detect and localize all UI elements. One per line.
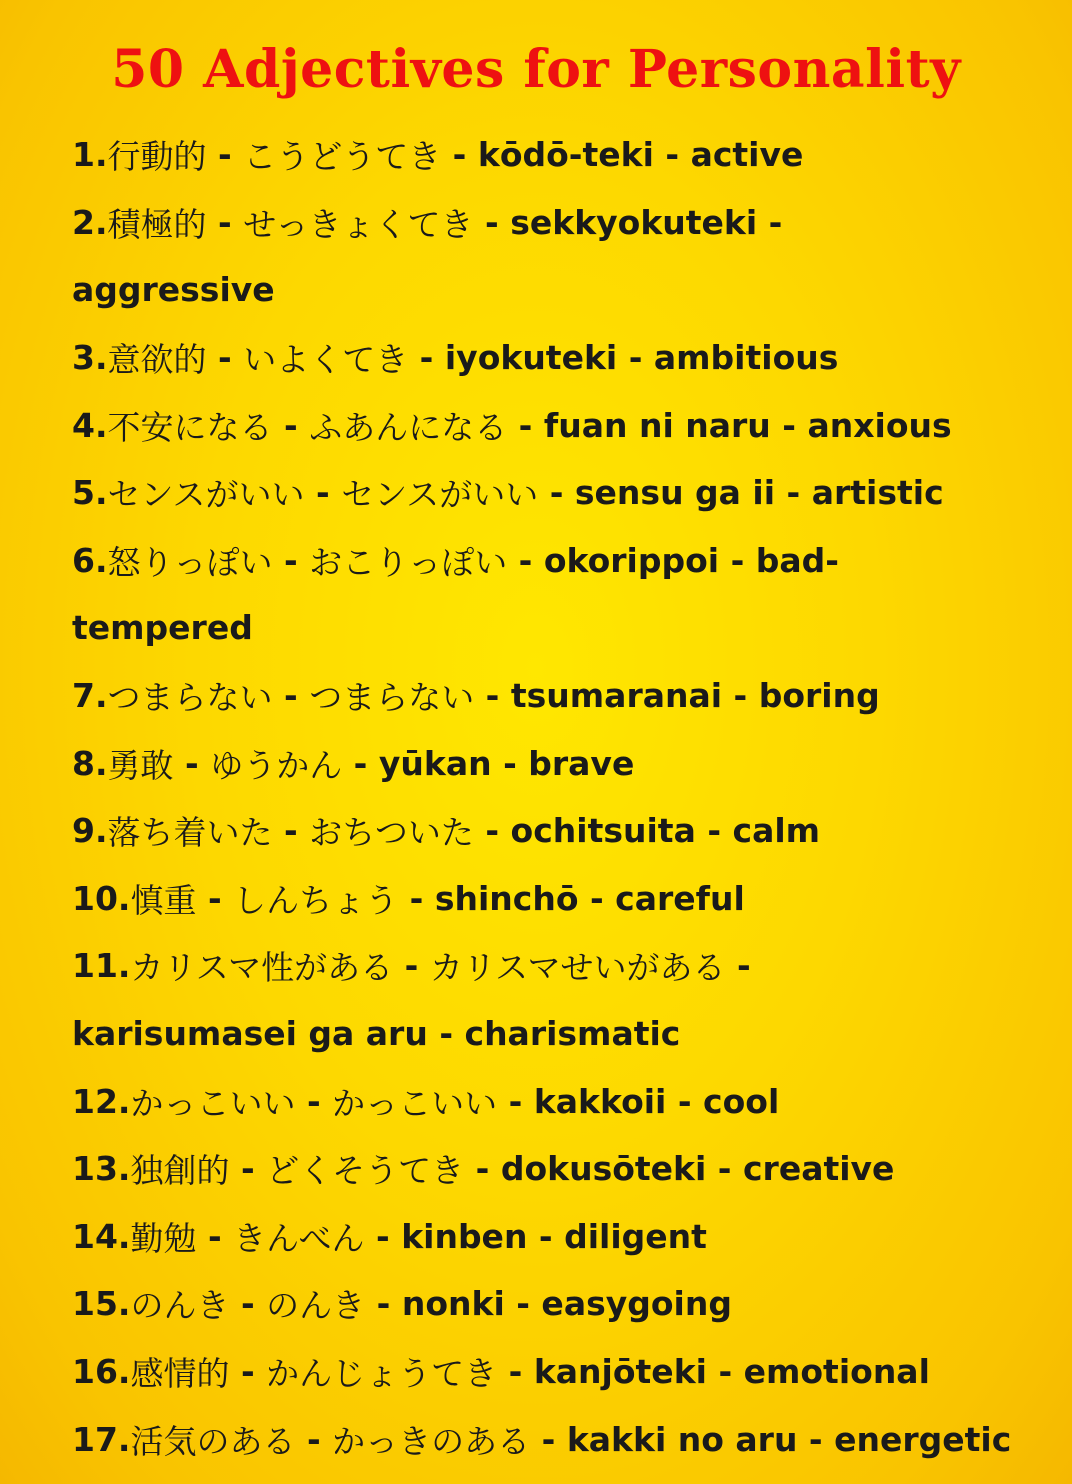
list-item-10: 10. 慎重 - しんちょう - shinchō - careful (72, 865, 1052, 933)
list-item-6: 6. 怒りっぽい - おこりっぽい - okorippoi - bad- (72, 527, 1052, 595)
item-kana: かっきのある (332, 1421, 531, 1461)
item-romaji-english: yūkan - brave (378, 743, 635, 783)
list-item-8: 8. 勇敢 - ゆうかん - yūkan - brave (72, 729, 1052, 797)
item-kanji: 不安になる (107, 407, 273, 447)
item-kana: つまらない (309, 678, 475, 718)
item-kana: センスがいい (341, 475, 539, 515)
list-item-9: 9. 落ち着いた - おちついた - ochitsuita - calm (72, 797, 1052, 865)
list-item-3: 3. 意欲的 - いよくてき - iyokuteki - ambitious (72, 324, 1052, 392)
item-number: 3. (72, 338, 108, 378)
item-kana: きんべん (233, 1218, 365, 1258)
item-kanji: 感情的 (130, 1353, 230, 1393)
list-item-2: 2. 積極的 - せっきょくてき - sekkyokuteki - (72, 189, 1052, 257)
item-romaji-english: nonki - easygoing (401, 1284, 732, 1324)
item-kana: ふあんになる (309, 407, 508, 447)
item-number: 17. (72, 1419, 131, 1459)
item-kana: いよくてき (243, 340, 409, 380)
list-item-13: 13. 独創的 - どくそうてき - dokusōteki - creative (72, 1135, 1052, 1203)
item-romaji-english: kinben - diligent (401, 1216, 707, 1256)
item-romaji-english: ochitsuita - calm (510, 811, 821, 851)
item-kanji: カリスマ性がある (130, 948, 394, 988)
list-item-11-continued (72, 1000, 1052, 1068)
item-kana: カリスマせいがある (429, 948, 726, 988)
item-romaji-english: kakkoii - cool (533, 1081, 780, 1121)
item-romaji-english: - (737, 946, 751, 986)
item-kanji: センスがいい (107, 475, 305, 515)
list-item-17: 17. 活気のある - かっきのある - kakki no aru - energetic (72, 1405, 1052, 1473)
item-kanji: 勇敢 (107, 745, 174, 785)
item-number: 15. (72, 1284, 131, 1324)
item-number: 11. (72, 946, 131, 986)
item-romaji-english: aggressive (72, 270, 275, 310)
item-romaji-english: okorippoi - bad- (543, 540, 839, 580)
list-item-2-continued (72, 256, 1052, 324)
list-item-16: 16. 感情的 - かんじょうてき - kanjōteki - emotional (72, 1338, 1052, 1406)
item-romaji-english: iyokuteki - ambitious (444, 338, 839, 378)
item-kana: ゆうかん (210, 745, 343, 785)
item-number: 12. (72, 1081, 131, 1121)
adjective-list (72, 121, 1052, 1473)
item-number: 6. (72, 540, 108, 580)
item-kanji: つまらない (107, 678, 273, 718)
item-kanji: のんき (130, 1286, 230, 1326)
item-romaji-english: dokusōteki - creative (500, 1149, 895, 1189)
item-kanji: 行動的 (107, 137, 207, 177)
list-item-14: 14. 勤勉 - きんべん - kinben - diligent (72, 1203, 1052, 1271)
item-kanji: 落ち着いた (107, 813, 273, 853)
item-kanji: 活気のある (130, 1421, 296, 1461)
item-kanji: 積極的 (107, 204, 207, 244)
list-item-5: 5. センスがいい - センスがいい - sensu ga ii - artistic (72, 459, 1052, 527)
item-number: 5. (72, 473, 108, 513)
item-kana: おちついた (309, 813, 474, 853)
item-number: 7. (72, 676, 108, 716)
item-romaji-english: karisumasei ga aru - charismatic (72, 1014, 681, 1054)
list-item-1: 1. 行動的 - こうどうてき - kōdō-teki - active (72, 121, 1052, 189)
item-romaji-english: kakki no aru - energetic (566, 1419, 1012, 1459)
list-item-11: 11. カリスマ性がある - カリスマせいがある - (72, 932, 1052, 1000)
item-kana: かっこいい (332, 1083, 498, 1123)
item-kanji: 怒りっぽい (107, 542, 273, 582)
item-number: 14. (72, 1216, 131, 1256)
list-item-6-continued (72, 594, 1052, 662)
item-kanji: 勤勉 (130, 1218, 197, 1258)
list-item-15: 15. のんき - のんき - nonki - easygoing (72, 1270, 1052, 1338)
item-number: 10. (72, 878, 131, 918)
item-kana: どくそうてき (266, 1151, 465, 1191)
item-number: 13. (72, 1149, 131, 1189)
item-romaji-english: sekkyokuteki - (510, 202, 783, 242)
item-kana: せっきょくてき (243, 204, 474, 244)
item-romaji-english: tempered (72, 608, 253, 648)
item-number: 4. (72, 405, 108, 445)
page-title: 50 Adjectives for Personality (111, 39, 961, 100)
item-kanji: 意欲的 (107, 340, 207, 380)
item-romaji-english: sensu ga ii - artistic (574, 473, 944, 513)
item-romaji-english: fuan ni naru - anxious (543, 405, 952, 445)
item-number: 9. (72, 811, 108, 851)
item-romaji-english: shinchō - careful (434, 878, 745, 918)
list-item-7: 7. つまらない - つまらない - tsumaranai - boring (72, 662, 1052, 730)
item-kana: おこりっぽい (309, 542, 508, 582)
item-kana: こうどうてき (243, 137, 442, 177)
item-number: 1. (72, 135, 108, 175)
list-item-12: 12. かっこいい - かっこいい - kakkoii - cool (72, 1067, 1052, 1135)
item-kana: のんき (266, 1286, 366, 1326)
list-item-4: 4. 不安になる - ふあんになる - fuan ni naru - anxious (72, 391, 1052, 459)
item-kanji: かっこいい (130, 1083, 296, 1123)
item-kanji: 独創的 (130, 1151, 230, 1191)
item-kana: かんじょうてき (266, 1353, 498, 1393)
item-romaji-english: kanjōteki - emotional (533, 1351, 930, 1391)
item-romaji-english: tsumaranai - boring (510, 676, 880, 716)
item-number: 16. (72, 1351, 131, 1391)
item-kana: しんちょう (233, 880, 399, 920)
item-romaji-english: kōdō-teki - active (477, 135, 804, 175)
item-number: 8. (72, 743, 108, 783)
item-kanji: 慎重 (130, 880, 197, 920)
item-number: 2. (72, 202, 108, 242)
